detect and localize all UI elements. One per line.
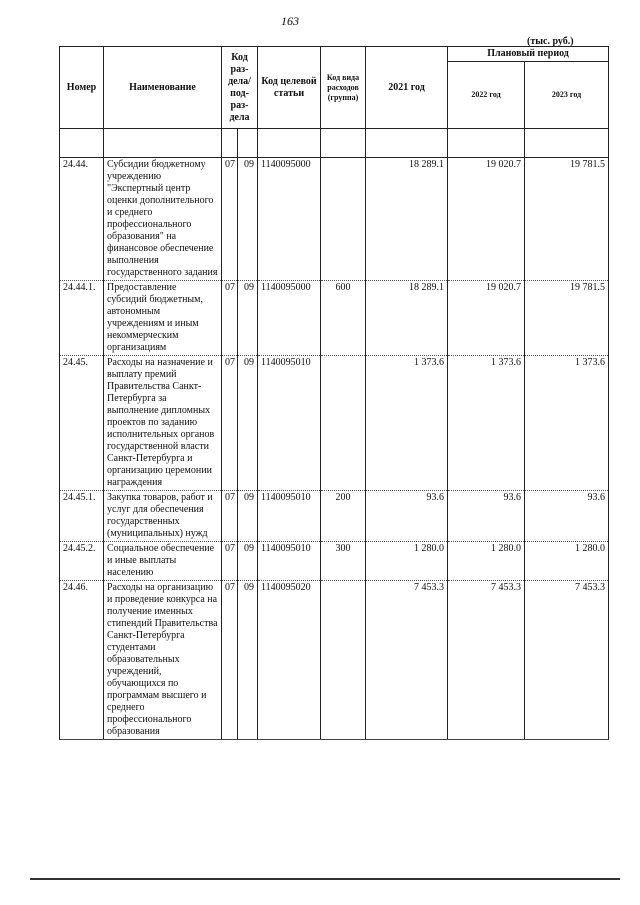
row-section: 07 — [222, 281, 238, 356]
row-subsection: 09 — [238, 158, 258, 281]
row-subsection: 09 — [238, 542, 258, 581]
header-row — [60, 47, 609, 62]
row-amount-2022: 19 020.7 — [448, 281, 525, 356]
table-row — [60, 356, 609, 491]
row-expense-type — [321, 158, 366, 281]
row-subsection: 09 — [238, 281, 258, 356]
row-amount-2021: 1 280.0 — [366, 542, 448, 581]
row-amount-2021: 18 289.1 — [366, 158, 448, 281]
row-amount-2021: 1 373.6 — [366, 356, 448, 491]
row-section: 07 — [222, 491, 238, 542]
row-amount-2023: 1 373.6 — [525, 356, 609, 491]
row-target-code: 1140095000 — [258, 158, 321, 281]
row-number: 24.46. — [60, 581, 104, 740]
row-amount-2023: 19 781.5 — [525, 281, 609, 356]
row-expense-type: 600 — [321, 281, 366, 356]
row-amount-2022: 93.6 — [448, 491, 525, 542]
header-target-code: Код целевой статьи — [258, 47, 321, 129]
row-amount-2023: 1 280.0 — [525, 542, 609, 581]
header-expense-type: Код вида расходов (группа) — [321, 47, 366, 129]
page-number: 163 — [281, 14, 299, 28]
table-row — [60, 581, 609, 740]
bottom-rule — [30, 878, 620, 880]
row-amount-2022: 19 020.7 — [448, 158, 525, 281]
header-number: Номер — [60, 47, 104, 129]
table-row — [60, 491, 609, 542]
header-year-2022: 2022 год — [448, 62, 525, 129]
row-number: 24.45. — [60, 356, 104, 491]
row-target-code: 1140095010 — [258, 542, 321, 581]
row-target-code: 1140095020 — [258, 581, 321, 740]
row-amount-2022: 1 280.0 — [448, 542, 525, 581]
row-expense-type: 200 — [321, 491, 366, 542]
row-amount-2023: 7 453.3 — [525, 581, 609, 740]
table-row — [60, 281, 609, 356]
row-name: Социальное обеспечение и иные выплаты населению — [104, 542, 222, 581]
row-target-code: 1140095010 — [258, 491, 321, 542]
row-name: Расходы на назначение и выплату премий Правительства Санкт-Петербурга за выполнение дипломных проектов по заданию исполнительных органов государственной власти Санкт-Петербурга и организацию церемонии награждения — [104, 356, 222, 491]
row-amount-2022: 7 453.3 — [448, 581, 525, 740]
units-label: (тыс. руб.) — [527, 36, 574, 47]
row-section: 07 — [222, 542, 238, 581]
row-name: Предоставление субсидий бюджетным, автономным учреждениям и иным некоммерческим организациям — [104, 281, 222, 356]
header-section-code: Код раз-дела/ под-раз-дела — [222, 47, 258, 129]
row-number: 24.44.1. — [60, 281, 104, 356]
header-spacer-row — [60, 129, 609, 158]
row-amount-2021: 93.6 — [366, 491, 448, 542]
row-expense-type: 300 — [321, 542, 366, 581]
row-name: Расходы на организацию и проведение конкурса на получение именных стипендий Правительства Санкт-Петербурга студентами образовательных учреждений, обучающихся по программам высшего и среднего профессионального образования — [104, 581, 222, 740]
table-row — [60, 542, 609, 581]
row-section: 07 — [222, 581, 238, 740]
row-target-code: 1140095000 — [258, 281, 321, 356]
row-subsection: 09 — [238, 491, 258, 542]
header-planned-period: Плановый период — [448, 47, 609, 62]
row-name: Закупка товаров, работ и услуг для обеспечения государственных (муниципальных) нужд — [104, 491, 222, 542]
row-expense-type — [321, 581, 366, 740]
row-amount-2022: 1 373.6 — [448, 356, 525, 491]
row-number: 24.44. — [60, 158, 104, 281]
row-expense-type — [321, 356, 366, 491]
row-amount-2023: 19 781.5 — [525, 158, 609, 281]
row-number: 24.45.1. — [60, 491, 104, 542]
row-amount-2021: 7 453.3 — [366, 581, 448, 740]
header-name: Наименование — [104, 47, 222, 129]
header-year-2023: 2023 год — [525, 62, 609, 129]
row-subsection: 09 — [238, 356, 258, 491]
table-row — [60, 158, 609, 281]
row-number: 24.45.2. — [60, 542, 104, 581]
row-amount-2023: 93.6 — [525, 491, 609, 542]
row-amount-2021: 18 289.1 — [366, 281, 448, 356]
row-target-code: 1140095010 — [258, 356, 321, 491]
budget-table — [59, 46, 609, 740]
row-subsection: 09 — [238, 581, 258, 740]
row-name: Субсидии бюджетному учреждению "Экспертный центр оценки дополнительного и среднего профессионального образования" на финансовое обеспечение выполнения государственного задания — [104, 158, 222, 281]
row-section: 07 — [222, 158, 238, 281]
row-section: 07 — [222, 356, 238, 491]
header-year-2021: 2021 год — [366, 47, 448, 129]
